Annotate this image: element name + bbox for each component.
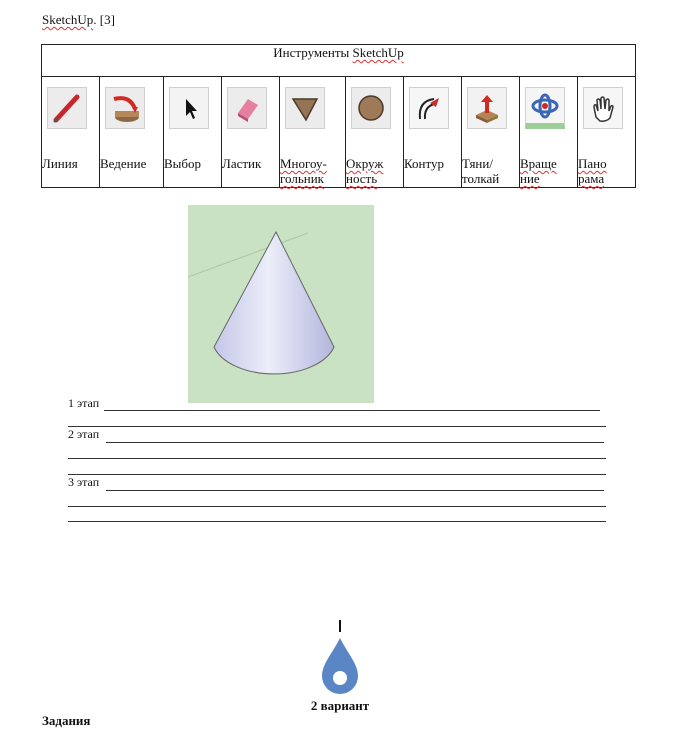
stage-1-blank[interactable]: [104, 409, 600, 411]
tools-table: [41, 44, 636, 188]
tool-label-line: Ластик: [222, 156, 262, 171]
tool-label-line: гольник: [280, 171, 324, 186]
tools-table-title: [42, 45, 636, 77]
tool-label: [462, 156, 520, 188]
tool-cell-circle: [346, 77, 404, 157]
tool-cell-follow-me: [100, 77, 164, 157]
offset-arc-icon: [409, 87, 449, 129]
stage-3-blank-2[interactable]: [68, 505, 606, 507]
tool-label-line: Враще: [520, 156, 557, 171]
variant-title: 2 вариант: [310, 698, 370, 713]
tool-label: [164, 156, 222, 188]
tool-cell-orbit: [520, 77, 578, 157]
tool-label-line: Контур: [404, 156, 444, 171]
tools-title-app: SketchUp: [352, 45, 404, 60]
tool-label-line: Тяни/: [462, 156, 493, 171]
tool-label-line: ние: [520, 171, 540, 186]
tasks-heading: Задания: [42, 713, 91, 728]
stage-2-line[interactable]: [68, 427, 606, 442]
follow-me-icon: [105, 87, 145, 129]
tool-label-line: Окруж: [346, 156, 384, 171]
stage-3-blank-3[interactable]: [68, 520, 606, 522]
tool-label-line: Выбор: [164, 156, 202, 171]
map-pin-icon: [320, 620, 360, 695]
tools-title-text: Инструменты: [273, 45, 353, 60]
pencil-icon: [47, 87, 87, 129]
stage-3-label: 3 этап: [68, 475, 100, 489]
stage-1-label: 1 этап: [68, 396, 100, 410]
eraser-icon: [227, 87, 267, 129]
tools-label-row: [42, 156, 636, 188]
cursor-arrow-icon: [169, 87, 209, 129]
tool-label-line: Ведение: [100, 156, 147, 171]
tool-label-line: ность: [346, 171, 378, 186]
tool-label: [520, 156, 578, 188]
tool-label-line: рама: [578, 171, 605, 186]
tool-label: [42, 156, 100, 188]
hand-pan-icon: [583, 87, 623, 129]
tool-label: [222, 156, 280, 188]
tool-label: [280, 156, 346, 188]
tool-label: [100, 156, 164, 188]
stage-3-line[interactable]: [68, 475, 606, 490]
push-pull-icon: [467, 87, 507, 129]
tool-cell-pan: [578, 77, 636, 157]
cone-3d-model: [188, 205, 374, 403]
tool-cell-push-pull: [462, 77, 520, 157]
stage-3-blank[interactable]: [106, 489, 604, 491]
tool-label: [404, 156, 462, 188]
cone-viewport: [188, 205, 374, 403]
orbit-rotate-icon: [525, 87, 565, 129]
tool-label-line: Многоу-: [280, 156, 327, 171]
heading-app-name: SketchUp: [42, 12, 94, 27]
triangle-polygon-icon: [285, 87, 325, 129]
tool-cell-offset: [404, 77, 462, 157]
heading-reference: . [3]: [93, 12, 115, 27]
document-heading: [42, 12, 115, 28]
tool-label-line: Линия: [42, 156, 78, 171]
tool-label: [346, 156, 404, 188]
circle-icon: [351, 87, 391, 129]
stage-2-label: 2 этап: [68, 427, 100, 441]
tool-cell-line: [42, 77, 100, 157]
tool-cell-eraser: [222, 77, 280, 157]
tool-label: [578, 156, 636, 188]
stage-2-blank[interactable]: [106, 441, 604, 443]
tool-label-line: толкай: [462, 171, 500, 186]
tool-cell-polygon: [280, 77, 346, 157]
tool-label-line: Пано: [578, 156, 607, 171]
tool-cell-select: [164, 77, 222, 157]
stage-2-blank-2[interactable]: [68, 457, 606, 459]
